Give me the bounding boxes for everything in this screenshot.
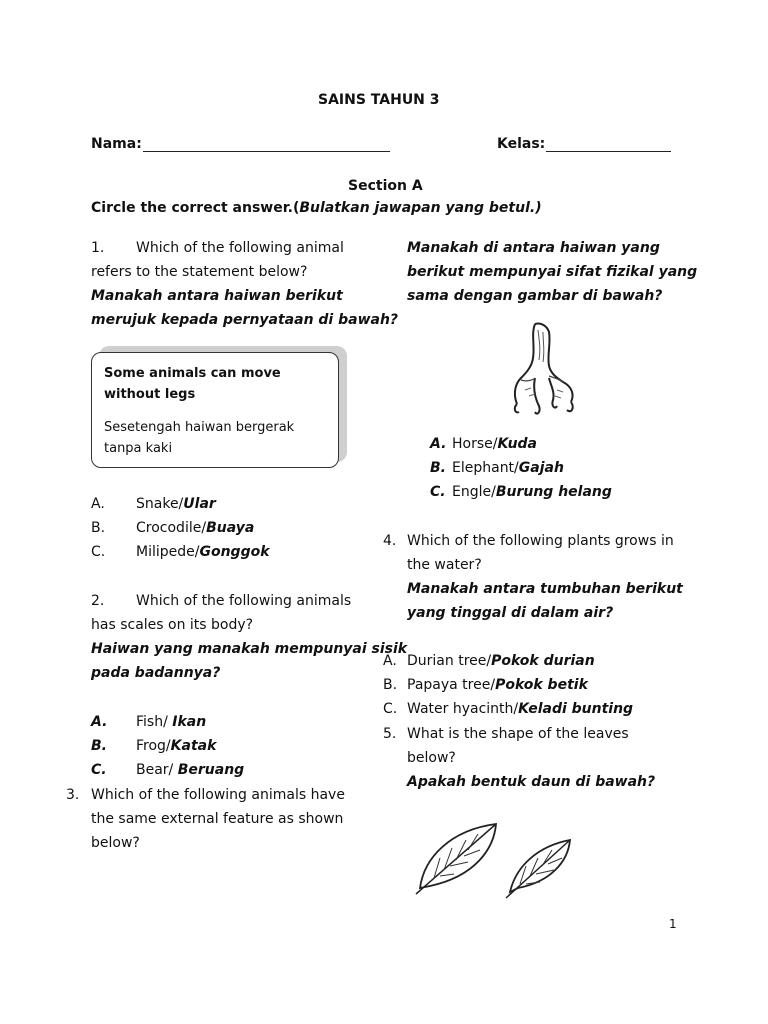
q1-ms-line2: merujuk kepada pernyataan di bawah? <box>91 312 399 328</box>
q1-option-a-ms: Ular <box>183 496 216 512</box>
q4-option-c-letter: C. <box>383 701 398 717</box>
q1-option-a[interactable] <box>136 492 216 516</box>
q2-ms-line1: Haiwan yang manakah mempunyai sisik <box>91 641 408 657</box>
q3-option-c-letter: C. <box>430 484 446 500</box>
q2-option-a-en: Fish/ <box>136 714 173 730</box>
kelas-label: Kelas: <box>497 136 546 152</box>
q2-option-b[interactable] <box>136 734 216 758</box>
q4-option-c-ms: Keladi bunting <box>518 701 634 717</box>
q1-option-c-letter: C. <box>91 544 106 560</box>
page-number: 1 <box>669 917 677 931</box>
q1-number: 1. <box>91 240 105 256</box>
q4-option-a-en: Durian tree/ <box>407 653 492 669</box>
q1-option-a-en: Snake/ <box>136 496 184 512</box>
q4-option-b-ms: Pokok betik <box>495 677 588 693</box>
q1-ms-line1: Manakah antara haiwan berikut <box>91 288 343 304</box>
instruction-ms: Bulatkan jawapan yang betul.) <box>299 200 542 216</box>
q2-option-b-en: Frog/ <box>136 738 171 754</box>
q1-option-b-letter: B. <box>91 520 106 536</box>
q2-option-c-letter: C. <box>91 762 107 778</box>
q3-ms-line3: sama dengan gambar di bawah? <box>407 288 663 304</box>
q1-option-b[interactable] <box>136 516 254 540</box>
q4-ms-line1: Manakah antara tumbuhan berikut <box>407 581 683 597</box>
q2-option-a-ms: Ikan <box>172 714 207 730</box>
q3-option-c-ms: Burung helang <box>495 484 612 500</box>
section-title: Section A <box>348 178 423 194</box>
q2-en-line1: Which of the following animals <box>136 593 352 609</box>
q4-option-b-en: Papaya tree/ <box>407 677 496 693</box>
q1-option-b-ms: Buaya <box>206 520 255 536</box>
nama-field[interactable] <box>143 151 390 152</box>
q3-option-b-en: Elephant/ <box>452 460 519 476</box>
q4-option-a-ms: Pokok durian <box>491 653 595 669</box>
q4-ms-line2: yang tinggal di dalam air? <box>407 605 614 621</box>
q3-option-b-ms: Gajah <box>518 460 564 476</box>
q1-option-b-en: Crocodile/ <box>136 520 207 536</box>
q3-option-a-en: Horse/ <box>452 436 498 452</box>
q5-en-line1: What is the shape of the leaves <box>407 726 629 742</box>
q2-ms-line2: pada badannya? <box>91 665 221 681</box>
q3-number: 3. <box>66 787 80 803</box>
q4-option-a-letter: A. <box>383 653 397 669</box>
instruction-en: Circle the correct answer.( <box>91 200 300 216</box>
q1-en-line1: Which of the following animal <box>136 240 344 256</box>
q5-number: 5. <box>383 726 397 742</box>
q1-option-c-ms: Gonggok <box>199 544 270 560</box>
nama-label: Nama: <box>91 136 142 152</box>
q4-option-b[interactable] <box>407 673 588 697</box>
q4-number: 4. <box>383 533 397 549</box>
bird-claw-image <box>505 320 585 420</box>
q1-option-a-letter: A. <box>91 496 105 512</box>
page-title: SAINS TAHUN 3 <box>318 92 440 108</box>
q4-en-line2: the water? <box>407 557 482 573</box>
q3-ms-line1: Manakah di antara haiwan yang <box>407 240 660 256</box>
statement-en: Some animals can move without legs <box>104 366 281 402</box>
q3-en-line1: Which of the following animals have <box>91 787 345 803</box>
statement-box <box>91 352 339 468</box>
instruction <box>91 196 542 220</box>
q2-option-a[interactable] <box>136 710 206 734</box>
q4-option-c-en: Water hyacinth/ <box>407 701 519 717</box>
q5-en-line2: below? <box>407 750 456 766</box>
q3-option-a-letter: A. <box>430 436 447 452</box>
q1-option-c[interactable] <box>136 540 270 564</box>
q2-en-line2: has scales on its body? <box>91 617 254 633</box>
q3-option-c[interactable] <box>452 480 612 504</box>
leaves-image <box>410 818 590 900</box>
q3-option-a-ms: Kuda <box>497 436 538 452</box>
q3-option-c-en: Engle/ <box>452 484 496 500</box>
q1-option-c-en: Milipede/ <box>136 544 200 560</box>
q1-en-line2: refers to the statement below? <box>91 264 308 280</box>
q2-option-c-ms: Beruang <box>177 762 245 778</box>
q4-option-a[interactable] <box>407 649 595 673</box>
q5-ms-line1: Apakah bentuk daun di bawah? <box>407 774 656 790</box>
q3-option-b-letter: B. <box>430 460 446 476</box>
q4-option-b-letter: B. <box>383 677 398 693</box>
q2-option-c-en: Bear/ <box>136 762 178 778</box>
q2-option-a-letter: A. <box>91 714 108 730</box>
q2-option-c[interactable] <box>136 758 244 782</box>
kelas-field[interactable] <box>546 151 671 152</box>
q2-option-b-ms: Katak <box>170 738 217 754</box>
q3-ms-line2: berikut mempunyai sifat fizikal yang <box>407 264 698 280</box>
q4-option-c[interactable] <box>407 697 633 721</box>
q3-option-b[interactable] <box>452 456 564 480</box>
q4-en-line1: Which of the following plants grows in <box>407 533 674 549</box>
q2-option-b-letter: B. <box>91 738 107 754</box>
q3-en-line3: below? <box>91 835 140 851</box>
statement-ms: Sesetengah haiwan bergerak tanpa kaki <box>104 420 295 456</box>
q3-option-a[interactable] <box>452 432 537 456</box>
q3-en-line2: the same external feature as shown <box>91 811 344 827</box>
q2-number: 2. <box>91 593 105 609</box>
